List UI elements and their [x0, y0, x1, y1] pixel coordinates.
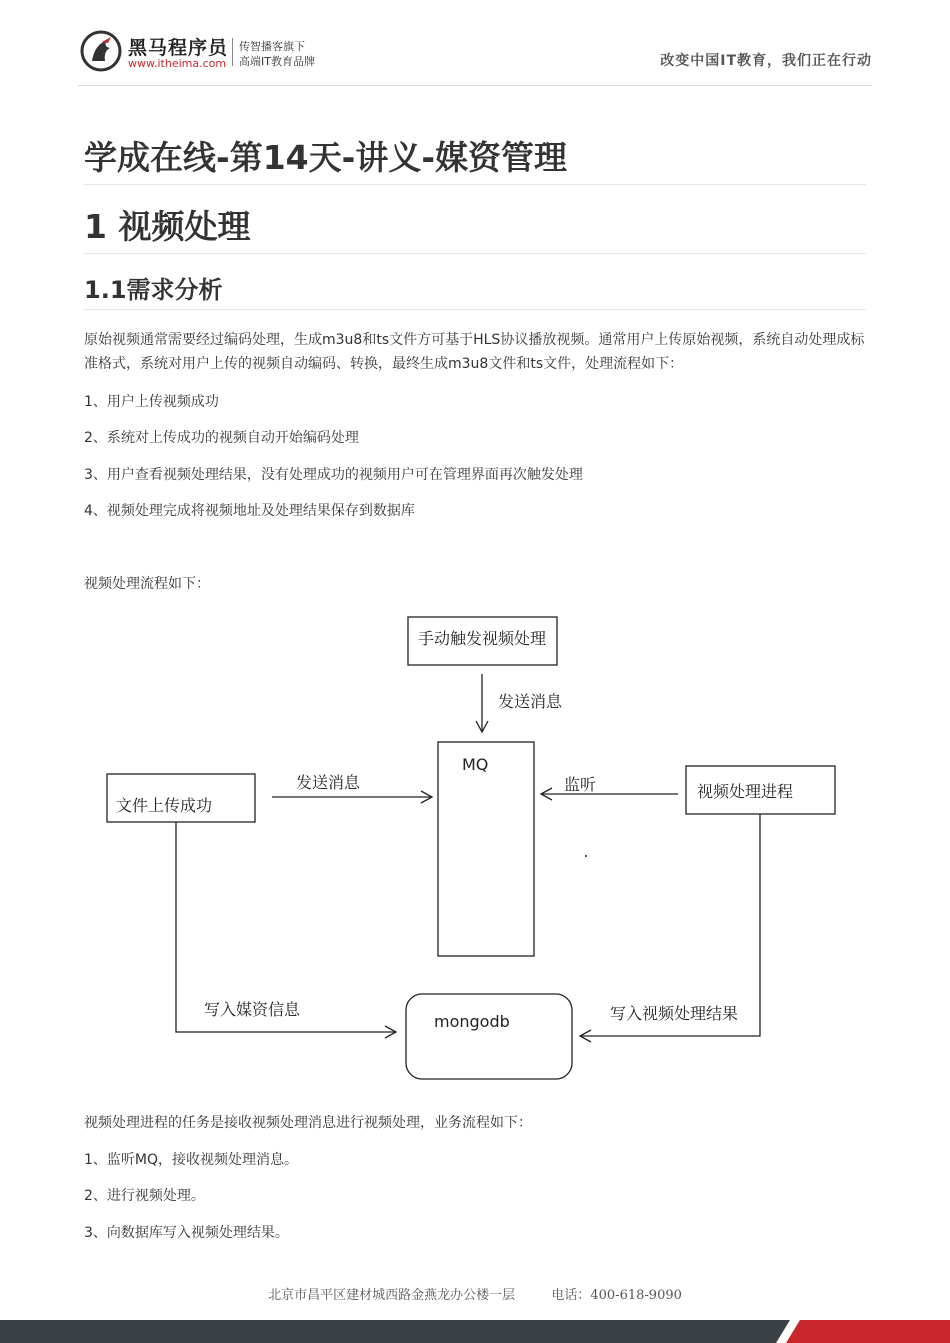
section-heading: 1 视频处理 [84, 207, 251, 246]
mongodb-box [406, 994, 572, 1079]
section-divider [84, 253, 866, 254]
list-item: 3、向数据库写入视频处理结果。 [84, 1225, 289, 1241]
footer-phone: 电话：400-618-9090 [551, 1288, 682, 1303]
header-slogan: 改变中国IT教育，我们正在行动 [660, 53, 872, 69]
list-item: 3、用户查看视频处理结果，没有处理成功的视频用户可在管理界面再次触发处理 [84, 467, 583, 483]
process-label: 视频处理进程 [697, 782, 794, 801]
send-message-left-label: 发送消息 [296, 773, 361, 792]
brand-url[interactable]: www.itheima.com [128, 57, 227, 70]
brand-divider [232, 38, 233, 66]
footer-address: 北京市昌平区建材城西路金燕龙办公楼一层 [268, 1288, 516, 1303]
horse-logo-icon [80, 30, 122, 72]
stray-dot [585, 855, 587, 857]
brand-tagline-2: 高端IT教育品牌 [239, 55, 315, 68]
footer-bar [0, 1320, 950, 1343]
send-message-top-label: 发送消息 [498, 692, 563, 711]
title-divider [84, 184, 866, 185]
write-result-label: 写入视频处理结果 [610, 1004, 739, 1023]
page-header [0, 0, 950, 86]
list-item: 1、监听MQ，接收视频处理消息。 [84, 1152, 299, 1168]
listen-label: 监听 [564, 775, 597, 794]
arrow-process-to-mongodb [580, 814, 760, 1036]
subsection-divider [84, 309, 866, 310]
subsection-heading: 1.1需求分析 [84, 276, 223, 304]
manual-trigger-label: 手动触发视频处理 [417, 629, 547, 648]
process-flow-diagram [100, 610, 850, 1090]
header-divider [78, 85, 872, 86]
task-description: 视频处理进程的任务是接收视频处理消息进行视频处理，业务流程如下： [84, 1115, 532, 1131]
brand-name: 黑马程序员 [128, 37, 229, 59]
upload-success-label: 文件上传成功 [116, 796, 213, 815]
list-item: 4、视频处理完成将视频地址及处理结果保存到数据库 [84, 503, 415, 519]
list-item: 2、系统对上传成功的视频自动开始编码处理 [84, 430, 359, 446]
list-item: 2、进行视频处理。 [84, 1188, 205, 1204]
mongodb-label: mongodb [434, 1012, 510, 1031]
mq-label: MQ [462, 755, 489, 774]
flow-label: 视频处理流程如下： [84, 576, 210, 592]
footer-contact [0, 1284, 950, 1303]
intro-paragraph: 原始视频通常需要经过编码处理，生成m3u8和ts文件方可基于HLS协议播放视频。通常用户上传原始视频，系统自动处理成标准格式，系统对用户上传的视频自动编码、转换，最终生成m3u8文件和ts文件，处理流程如下： [84, 332, 865, 372]
doc-title: 学成在线-第14天-讲义-媒资管理 [84, 138, 568, 177]
write-media-label: 写入媒资信息 [204, 1000, 301, 1019]
brand-tagline-1: 传智播客旗下 [239, 40, 305, 53]
mq-box [438, 742, 534, 956]
list-item: 1、用户上传视频成功 [84, 394, 219, 410]
